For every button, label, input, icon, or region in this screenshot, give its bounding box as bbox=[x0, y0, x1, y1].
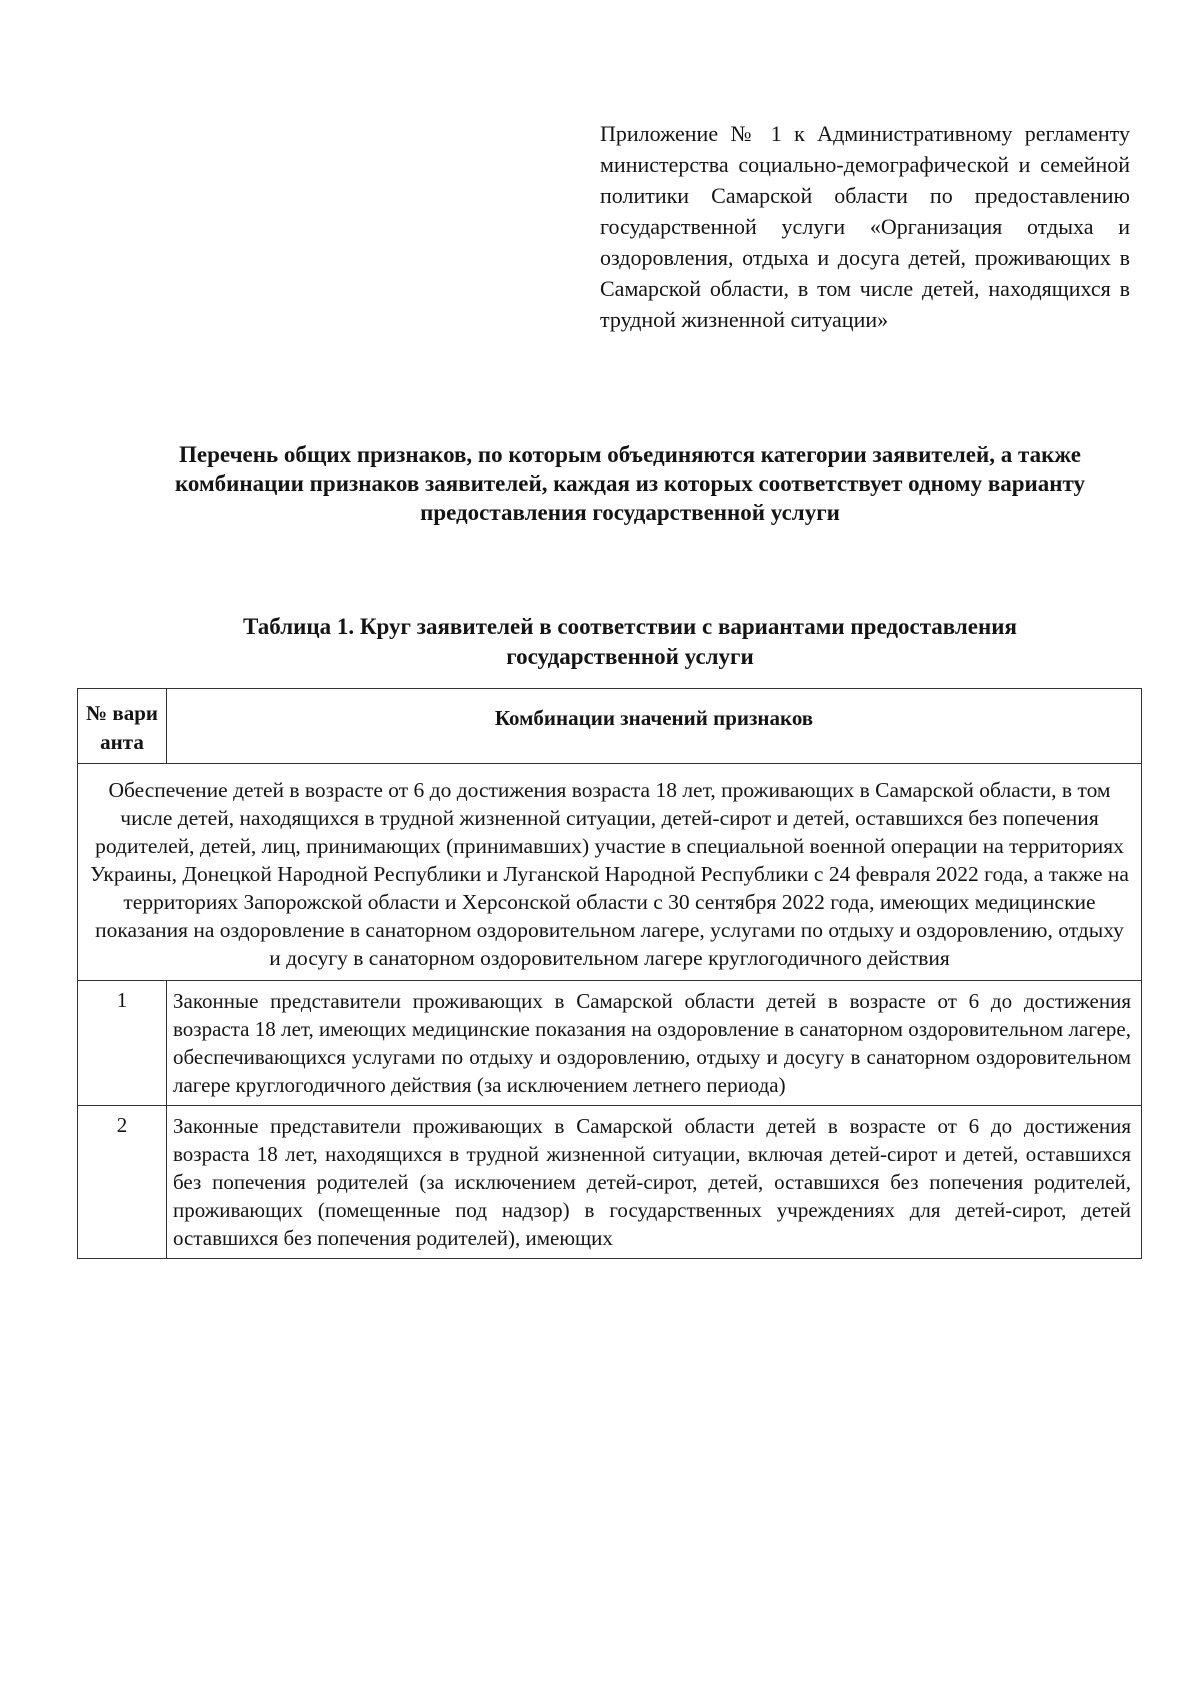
header-variant-number: № вари анта bbox=[78, 689, 167, 764]
variant-number: 2 bbox=[78, 1106, 167, 1259]
header-combinations: Комбинации значений признаков bbox=[167, 689, 1142, 764]
applicants-table bbox=[77, 688, 1142, 1259]
variant-description: Законные представители проживающих в Самарской области детей в возрасте от 6 до достижения возраста 18 лет, имеющих медицинские показания на оздоровление в санаторном оздоровительном лагере, обеспечивающихся услугами по отдыху и оздоровлению, отдыху и досугу в санаторном оздоровительном лагере круглогодичного действия (за исключением летнего периода) bbox=[167, 981, 1142, 1106]
variant-description: Законные представители проживающих в Самарской области детей в возрасте от 6 до достижения возраста 18 лет, находящихся в трудной жизненной ситуации, включая детей-сирот и детей, оставшихся без попечения родителей (за исключением детей-сирот, детей, оставшихся без попечения родителей, проживающих (помещенные под надзор) в государственных учреждениях для детей-сирот, детей оставшихся без попечения родителей), имеющих bbox=[167, 1106, 1142, 1259]
document-title: Перечень общих признаков, по которым объединяются категории заявителей, а также комбинации признаков заявителей, каждая из которых соответствует одному варианту предоставления государственной услуги bbox=[174, 442, 1086, 525]
table-caption: Таблица 1. Круг заявителей в соответствии с вариантами предоставления государственной услуги bbox=[243, 614, 1017, 669]
table-group-row bbox=[78, 764, 1142, 981]
table-row bbox=[78, 1106, 1142, 1259]
appendix-note: Приложение № 1 к Административному регламенту министерства социально-демографической и семейной политики Самарской области по предоставлению государственной услуги «Организация отдыха и оздоровления, отдыха и досуга детей, проживающих в Самарской области, в том числе детей, находящихся в трудной жизненной ситуации» bbox=[600, 121, 1130, 332]
variant-number: 1 bbox=[78, 981, 167, 1106]
applicants-table-container bbox=[77, 688, 1142, 1259]
table-header-row bbox=[78, 689, 1142, 764]
table-row bbox=[78, 981, 1142, 1106]
group-description: Обеспечение детей в возрасте от 6 до достижения возраста 18 лет, проживающих в Самарской области, в том числе детей, находящихся в трудной жизненной ситуации, детей-сирот и детей, оставшихся без попечения родителей, детей, лиц, принимающих (принимавших) участие в специальной военной операции на территориях Украины, Донецкой Народной Республики и Луганской Народной Республики с 24 февраля 2022 года, а также на территориях Запорожской области и Херсонской области с 30 сентября 2022 года, имеющих медицинские показания на оздоровление в санаторном оздоровительном лагере, услугами по отдыху и оздоровлению, отдыху и досугу в санаторном оздоровительном лагере круглогодичного действия bbox=[78, 764, 1142, 981]
